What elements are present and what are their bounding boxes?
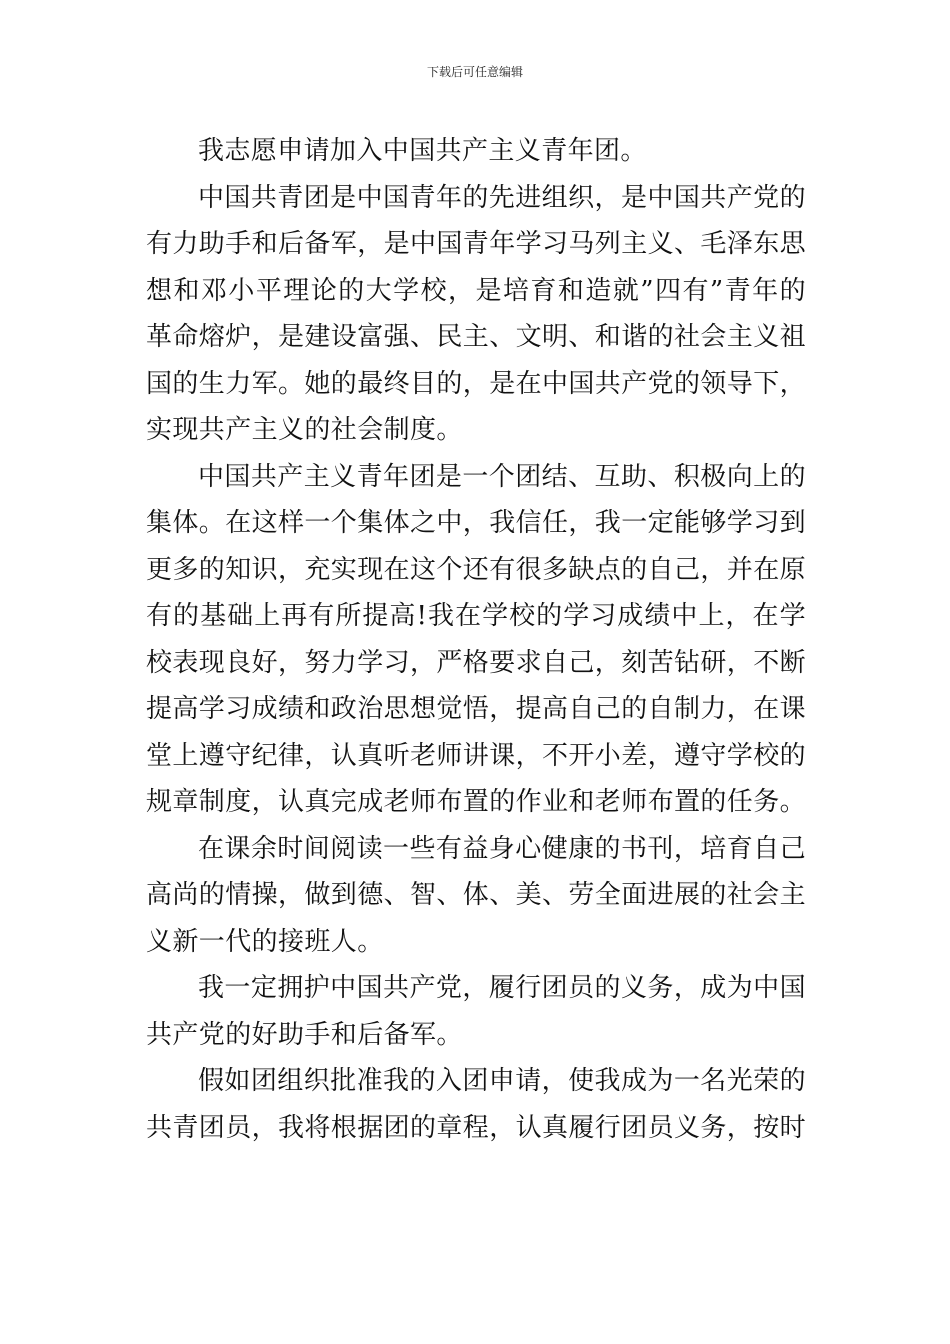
paragraph-6: 假如团组织批准我的入团申请，使我成为一名光荣的共青团员，我将根据团的章程，认真履行团员义务，按时 (146, 1066, 807, 1143)
page-header-note: 下载后可任意编辑 (426, 65, 523, 79)
paragraph-4: 在课余时间阅读一些有益身心健康的书刊，培育自己高尚的情操，做到德、智、体、美、劳全面进展的社会主义新一代的接班人。 (146, 833, 807, 957)
document-body (146, 128, 806, 1151)
paragraph-3: 中国共产主义青年团是一个团结、互助、积极向上的集体。在这样一个集体之中，我信任，我一定能够学习到更多的知识，充实现在这个还有很多缺点的自己，并在原有的基础上再有所提高!我在学校的学习成绩中上，在学校表现良好，努力学习，严格要求自己，刻苦钻研，不断提高学习成绩和政治思想觉悟，提高自己的自制力，在课堂上遵守纪律，认真听老师讲课，不开小差，遵守学校的规章制度，认真完成老师布置的作业和老师布置的任务。 (146, 461, 807, 817)
paragraph-1: 我志愿申请加入中国共产主义青年团。 (198, 136, 647, 166)
paragraph-5: 我一定拥护中国共产党，履行团员的义务，成为中国共产党的好助手和后备军。 (146, 973, 806, 1050)
paragraph-2: 中国共青团是中国青年的先进组织，是中国共产党的有力助手和后备军，是中国青年学习马列主义、毛泽东思想和邓小平理论的大学校，是培育和造就”四有”青年的革命熔炉，是建设富强、民主、文明、和谐的社会主义祖国的生力军。她的最终目的，是在中国共产党的领导下，实现共产主义的社会制度。 (146, 182, 807, 445)
